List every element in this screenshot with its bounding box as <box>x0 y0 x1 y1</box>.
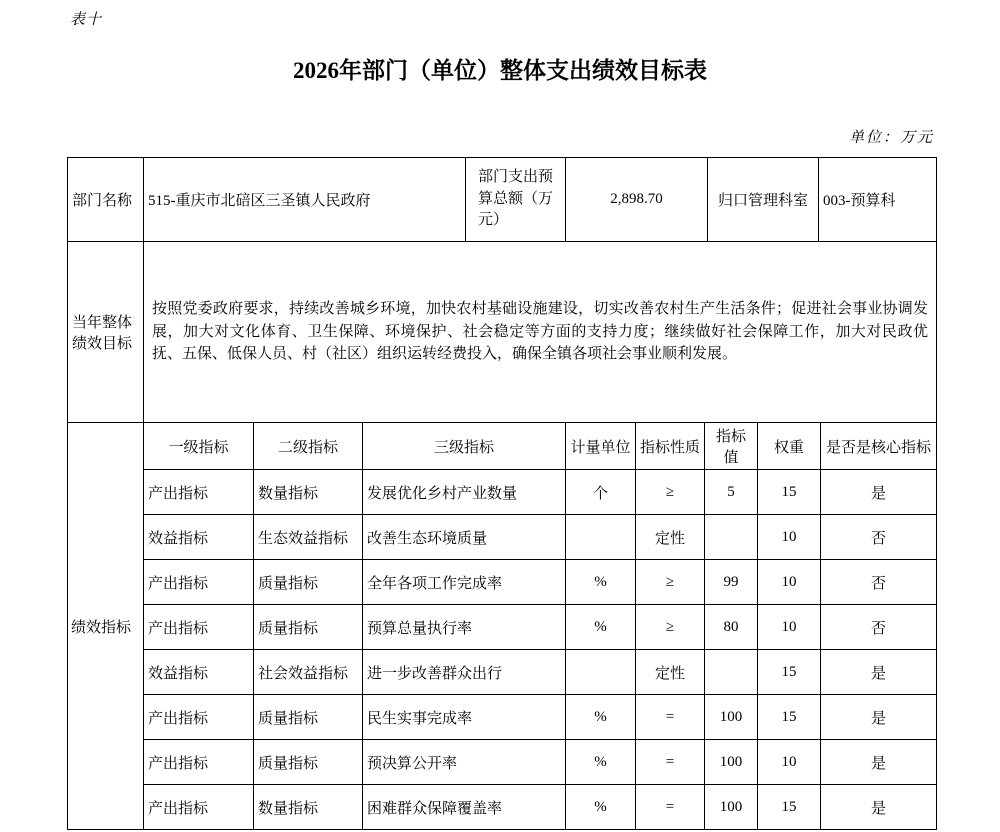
cell-core: 是 <box>821 740 937 785</box>
info-table <box>67 157 937 423</box>
cell-level2: 数量指标 <box>254 470 363 515</box>
cell-level3: 预算总量执行率 <box>363 605 566 650</box>
indicator-row <box>68 785 937 830</box>
cell-level3: 全年各项工作完成率 <box>363 560 566 605</box>
cell-value: 5 <box>705 470 758 515</box>
cell-level2: 质量指标 <box>254 695 363 740</box>
cell-unit: % <box>566 605 636 650</box>
cell-nature: = <box>636 695 705 740</box>
cell-nature: ≥ <box>636 605 705 650</box>
indicator-row <box>68 605 937 650</box>
cell-unit: % <box>566 740 636 785</box>
cell-level1: 产出指标 <box>144 605 254 650</box>
indicator-row <box>68 650 937 695</box>
cell-value: 80 <box>705 605 758 650</box>
cell-nature: 定性 <box>636 515 705 560</box>
cell-value: 100 <box>705 785 758 830</box>
dept-name-label: 部门名称 <box>68 158 144 242</box>
cell-core: 否 <box>821 605 937 650</box>
cell-level2: 生态效益指标 <box>254 515 363 560</box>
cell-value: 99 <box>705 560 758 605</box>
cell-unit <box>566 650 636 695</box>
cell-level2: 质量指标 <box>254 560 363 605</box>
cell-level1: 效益指标 <box>144 650 254 695</box>
cell-weight: 10 <box>758 560 821 605</box>
cell-core: 是 <box>821 695 937 740</box>
cell-nature: = <box>636 740 705 785</box>
cell-level3: 民生实事完成率 <box>363 695 566 740</box>
indicator-row <box>68 515 937 560</box>
col-header-level1: 一级指标 <box>144 423 254 470</box>
cell-weight: 15 <box>758 470 821 515</box>
cell-core: 是 <box>821 650 937 695</box>
cell-level1: 产出指标 <box>144 740 254 785</box>
cell-unit: 个 <box>566 470 636 515</box>
cell-level3: 进一步改善群众出行 <box>363 650 566 695</box>
cell-weight: 10 <box>758 740 821 785</box>
annual-goal-row <box>68 242 937 423</box>
col-header-value: 指标值 <box>705 423 758 470</box>
cell-level3: 预决算公开率 <box>363 740 566 785</box>
cell-weight: 15 <box>758 650 821 695</box>
cell-weight: 10 <box>758 605 821 650</box>
cell-level1: 产出指标 <box>144 560 254 605</box>
unit-note: 单位：万元 <box>848 130 934 146</box>
cell-level2: 质量指标 <box>254 605 363 650</box>
cell-weight: 10 <box>758 515 821 560</box>
page-title: 2026年部门（单位）整体支出绩效目标表 <box>293 58 707 83</box>
cell-core: 是 <box>821 785 937 830</box>
col-header-core: 是否是核心指标 <box>821 423 937 470</box>
table-number-label: 表十 <box>70 12 103 28</box>
cell-unit: % <box>566 695 636 740</box>
indicator-table <box>67 422 937 830</box>
cell-level2: 数量指标 <box>254 785 363 830</box>
col-header-nature: 指标性质 <box>636 423 705 470</box>
sheet <box>67 126 936 830</box>
indicator-row <box>68 740 937 785</box>
dept-name-value: 515-重庆市北碚区三圣镇人民政府 <box>144 158 466 242</box>
col-header-weight: 权重 <box>758 423 821 470</box>
cell-nature: = <box>636 785 705 830</box>
annual-goal-label: 当年整体绩效目标 <box>68 242 144 423</box>
budget-total-label: 部门支出预算总额（万元） <box>466 158 566 242</box>
cell-level1: 产出指标 <box>144 470 254 515</box>
cell-weight: 15 <box>758 695 821 740</box>
indicator-row <box>68 695 937 740</box>
cell-unit <box>566 515 636 560</box>
cell-value: 100 <box>705 740 758 785</box>
cell-level3: 困难群众保障覆盖率 <box>363 785 566 830</box>
manage-office-label: 归口管理科室 <box>708 158 819 242</box>
cell-unit: % <box>566 785 636 830</box>
col-header-level3: 三级指标 <box>363 423 566 470</box>
cell-level2: 质量指标 <box>254 740 363 785</box>
cell-core: 否 <box>821 560 937 605</box>
cell-value <box>705 650 758 695</box>
budget-total-value: 2,898.70 <box>566 158 708 242</box>
indicator-row <box>68 560 937 605</box>
cell-level1: 产出指标 <box>144 695 254 740</box>
cell-level1: 产出指标 <box>144 785 254 830</box>
dept-info-row <box>68 158 937 242</box>
cell-nature: ≥ <box>636 560 705 605</box>
cell-value <box>705 515 758 560</box>
col-header-unit: 计量单位 <box>566 423 636 470</box>
indicator-row <box>68 470 937 515</box>
cell-nature: 定性 <box>636 650 705 695</box>
cell-core: 是 <box>821 470 937 515</box>
cell-weight: 15 <box>758 785 821 830</box>
cell-value: 100 <box>705 695 758 740</box>
cell-unit: % <box>566 560 636 605</box>
col-header-level2: 二级指标 <box>254 423 363 470</box>
manage-office-value: 003-预算科 <box>819 158 937 242</box>
cell-level2: 社会效益指标 <box>254 650 363 695</box>
cell-level3: 发展优化乡村产业数量 <box>363 470 566 515</box>
annual-goal-text: 按照党委政府要求，持续改善城乡环境，加快农村基础设施建设，切实改善农村生产生活条件；促进社会事业协调发展，加大对文化体育、卫生保障、环境保护、社会稳定等方面的支持力度；继续做好社会保障工作，加大对民政优抚、五保、低保人员、村（社区）组织运转经费投入，确保全镇各项社会事业顺利发展。 <box>144 242 937 423</box>
indicator-header-row <box>68 423 937 470</box>
cell-level1: 效益指标 <box>144 515 254 560</box>
cell-level3: 改善生态环境质量 <box>363 515 566 560</box>
cell-nature: ≥ <box>636 470 705 515</box>
cell-core: 否 <box>821 515 937 560</box>
indicator-group-label: 绩效指标 <box>68 423 144 830</box>
